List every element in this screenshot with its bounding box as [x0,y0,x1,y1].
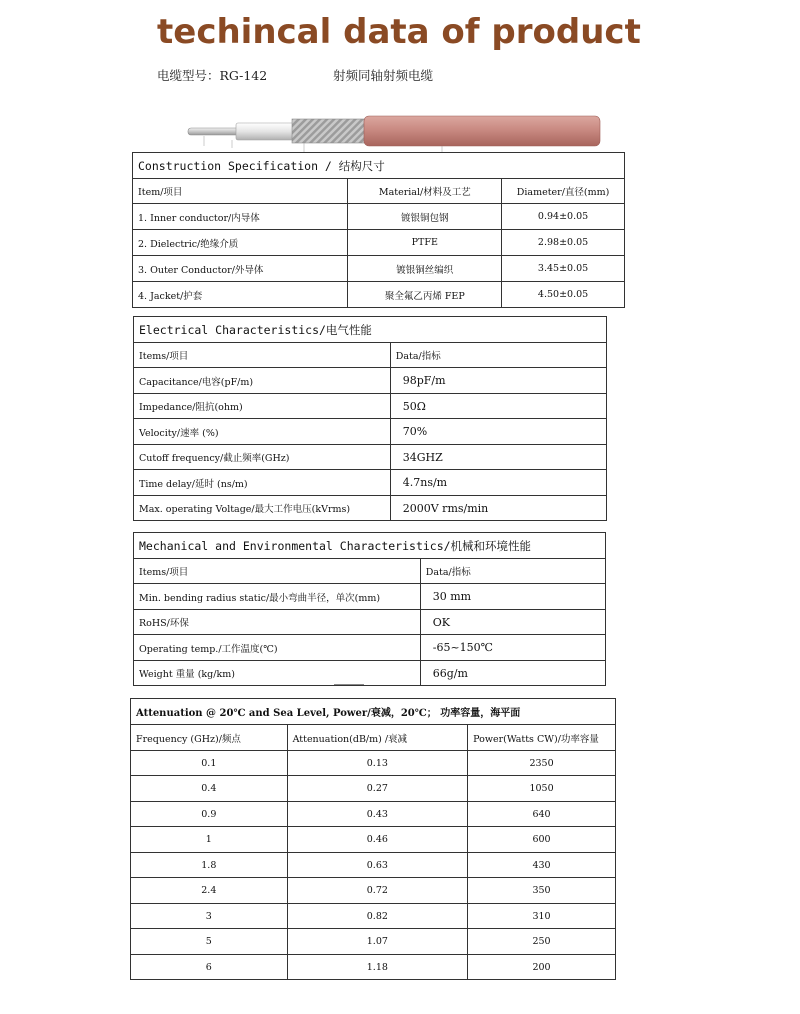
electrical-item: Velocity/速率 (%) [134,419,391,445]
mechanical-value: 66g/m [420,661,605,686]
page-title: techincal data of product [157,12,641,52]
frequency-value: 0.4 [131,776,288,802]
table-row [134,610,606,635]
frequency-value: 3 [131,904,288,929]
electrical-characteristics-table [133,316,607,521]
frequency-value: 0.1 [131,751,288,776]
table-row [131,751,616,776]
column-header: Material/材料及工艺 [348,179,502,204]
construction-diameter: 3.45±0.05 [502,256,625,282]
table-row [134,419,607,445]
mechanical-item: Operating temp./工作温度(℃) [134,635,421,661]
table-row [131,955,616,980]
table-row [133,256,625,282]
attenuation-title: Attenuation @ 20℃ and Sea Level, Power/衰减，20℃； 功率容量，海平面 [131,699,616,725]
column-header: Power(Watts CW)/功率容量 [468,725,616,751]
mechanical-value: 30 mm [420,584,605,610]
table-header-row [133,179,625,204]
mechanical-item: RoHS/环保 [134,610,421,635]
construction-diameter: 4.50±0.05 [502,282,625,308]
attenuation-value: 0.13 [287,751,467,776]
table-row [131,853,616,878]
power-value: 1050 [468,776,616,802]
cable-dielectric [236,123,296,140]
electrical-item: Max. operating Voltage/最大工作电压(kVrms) [134,496,391,521]
electrical-title: Electrical Characteristics/电气性能 [134,317,607,343]
frequency-value: 1 [131,827,288,853]
attenuation-value: 0.72 [287,878,467,904]
table-row [131,878,616,904]
electrical-item: Time delay/延时 (ns/m) [134,470,391,496]
table-row [131,827,616,853]
attenuation-value: 0.46 [287,827,467,853]
cable-outer-braid [292,119,368,143]
table-row [131,802,616,827]
electrical-item: Impedance/阻抗(ohm) [134,394,391,419]
column-header: Items/项目 [134,343,391,368]
construction-title: Construction Specification / 结构尺寸 [133,153,625,179]
table-row [134,584,606,610]
electrical-value: 70% [390,419,606,445]
table-header-row [134,343,607,368]
table-row [131,904,616,929]
attenuation-value: 0.43 [287,802,467,827]
column-header: Data/指标 [390,343,606,368]
table-row [133,230,625,256]
construction-material: 镀银铜包钢 [348,204,502,230]
construction-item: 3. Outer Conductor/外导体 [133,256,348,282]
power-value: 350 [468,878,616,904]
construction-item: 4. Jacket/护套 [133,282,348,308]
construction-item: 1. Inner conductor/内导体 [133,204,348,230]
power-value: 430 [468,853,616,878]
frequency-value: 5 [131,929,288,955]
cable-description: 射频同轴射频电缆 [333,68,434,83]
mechanical-title: Mechanical and Environmental Characteristics/机械和环境性能 [134,533,606,559]
column-header: Items/项目 [134,559,421,584]
table-row [134,635,606,661]
electrical-value: 2000V rms/min [390,496,606,521]
cable-jacket [364,116,600,146]
electrical-item: Capacitance/电容(pF/m) [134,368,391,394]
frequency-value: 2.4 [131,878,288,904]
attenuation-value: 1.07 [287,929,467,955]
frequency-value: 6 [131,955,288,980]
attenuation-value: 0.82 [287,904,467,929]
power-value: 250 [468,929,616,955]
column-header: Data/指标 [420,559,605,584]
table-row [134,445,607,470]
frequency-value: 0.9 [131,802,288,827]
mechanical-item: Weight 重量 (kg/km) [134,661,421,686]
column-header: Attenuation(dB/m) /衰减 [287,725,467,751]
divider [334,684,364,685]
electrical-item: Cutoff frequency/截止频率(GHz) [134,445,391,470]
mechanical-item: Min. bending radius static/最小弯曲半径，单次(mm) [134,584,421,610]
column-header: Item/项目 [133,179,348,204]
attenuation-power-table [130,698,616,980]
construction-material: PTFE [348,230,502,256]
mechanical-value: -65~150℃ [420,635,605,661]
electrical-value: 4.7ns/m [390,470,606,496]
attenuation-value: 1.18 [287,955,467,980]
construction-spec-table [132,152,625,308]
electrical-value: 50Ω [390,394,606,419]
cable-model-label: 电缆型号：RG-142 [157,68,268,83]
table-row [134,368,607,394]
power-value: 600 [468,827,616,853]
column-header: Diameter/直径(mm) [502,179,625,204]
mechanical-environmental-table [133,532,606,686]
electrical-value: 98pF/m [390,368,606,394]
power-value: 200 [468,955,616,980]
table-row [133,282,625,308]
construction-diameter: 2.98±0.05 [502,230,625,256]
frequency-value: 1.8 [131,853,288,878]
attenuation-value: 0.63 [287,853,467,878]
table-row [131,929,616,955]
power-value: 310 [468,904,616,929]
construction-item: 2. Dielectric/绝缘介质 [133,230,348,256]
construction-material: 聚全氟乙丙烯 FEP [348,282,502,308]
table-row [134,470,607,496]
mechanical-value: OK [420,610,605,635]
construction-material: 镀银铜丝编织 [348,256,502,282]
construction-diameter: 0.94±0.05 [502,204,625,230]
attenuation-value: 0.27 [287,776,467,802]
table-row [134,661,606,686]
table-row [134,496,607,521]
table-header-row [134,559,606,584]
table-header-row [131,725,616,751]
electrical-value: 34GHZ [390,445,606,470]
power-value: 2350 [468,751,616,776]
column-header: Frequency (GHz)/频点 [131,725,288,751]
cable-inner-conductor [188,128,240,135]
table-row [134,394,607,419]
table-row [131,776,616,802]
table-row [133,204,625,230]
power-value: 640 [468,802,616,827]
coaxial-cable-illustration [184,112,604,156]
